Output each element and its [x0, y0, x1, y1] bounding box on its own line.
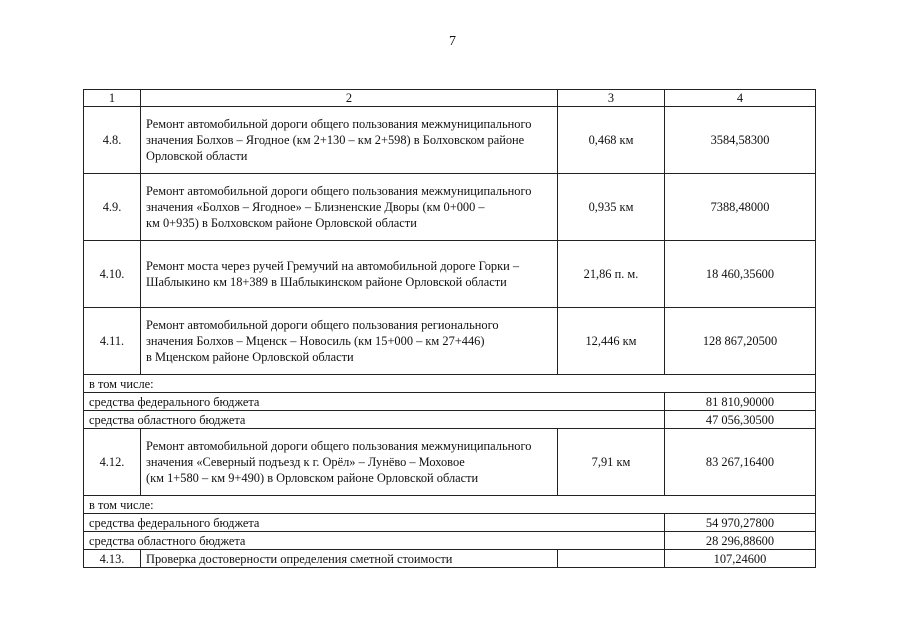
breakdown-label: в том числе: [84, 496, 816, 514]
table-row [84, 496, 816, 514]
federal-budget-label: средства федерального бюджета [84, 514, 665, 532]
desc-line: Ремонт автомобильной дороги общего пользования регионального [146, 318, 499, 332]
table-row [84, 375, 816, 393]
desc-line: в Мценском районе Орловской области [146, 350, 354, 364]
desc-line: Ремонт моста через ручей Гремучий на автомобильной дороге Горки – [146, 259, 520, 273]
desc-line: км 0+935) в Болховском районе Орловской области [146, 216, 417, 230]
item-number: 4.11. [84, 308, 141, 375]
desc-line: Шаблыкино км 18+389 в Шаблыкинском районе Орловской области [146, 275, 507, 289]
item-number: 4.10. [84, 241, 141, 308]
item-description: Проверка достоверности определения сметной стоимости [141, 550, 558, 568]
desc-line: значения «Северный подъезд к г. Орёл» – Лунёво – Моховое [146, 455, 465, 469]
item-description [141, 429, 558, 496]
item-description [141, 241, 558, 308]
table-row [84, 107, 816, 174]
item-description [141, 308, 558, 375]
table-row [84, 429, 816, 496]
item-quantity: 12,446 км [558, 308, 665, 375]
desc-line: Ремонт автомобильной дороги общего пользования межмуниципального [146, 117, 532, 131]
item-quantity: 0,468 км [558, 107, 665, 174]
table-row [84, 550, 816, 568]
header-col-1: 1 [84, 90, 141, 107]
regional-budget-label: средства областного бюджета [84, 532, 665, 550]
item-quantity [558, 550, 665, 568]
item-description [141, 174, 558, 241]
item-number: 4.12. [84, 429, 141, 496]
federal-budget-label: средства федерального бюджета [84, 393, 665, 411]
desc-line: Ремонт автомобильной дороги общего пользования межмуниципального [146, 184, 532, 198]
table-row [84, 411, 816, 429]
header-col-2: 2 [141, 90, 558, 107]
item-sum: 7388,48000 [665, 174, 816, 241]
desc-line: значения «Болхов – Ягодное» – Близненские Дворы (км 0+000 – [146, 200, 485, 214]
desc-line: Ремонт автомобильной дороги общего пользования межмуниципального [146, 439, 532, 453]
federal-budget-sum: 54 970,27800 [665, 514, 816, 532]
item-sum: 18 460,35600 [665, 241, 816, 308]
item-number: 4.9. [84, 174, 141, 241]
header-col-4: 4 [665, 90, 816, 107]
item-quantity: 21,86 п. м. [558, 241, 665, 308]
desc-line: значения Болхов – Ягодное (км 2+130 – км 2+598) в Болховском районе [146, 133, 525, 147]
regional-budget-sum: 47 056,30500 [665, 411, 816, 429]
item-sum: 107,24600 [665, 550, 816, 568]
header-col-3: 3 [558, 90, 665, 107]
desc-line: Орловской области [146, 149, 248, 163]
item-quantity: 0,935 км [558, 174, 665, 241]
regional-budget-sum: 28 296,88600 [665, 532, 816, 550]
table-header-row [84, 90, 816, 107]
desc-line: значения Болхов – Мценск – Новосиль (км 15+000 – км 27+446) [146, 334, 485, 348]
table-row [84, 174, 816, 241]
item-sum: 3584,58300 [665, 107, 816, 174]
table-row [84, 532, 816, 550]
desc-line: (км 1+580 – км 9+490) в Орловском районе Орловской области [146, 471, 479, 485]
regional-budget-label: средства областного бюджета [84, 411, 665, 429]
table-row [84, 393, 816, 411]
item-sum: 128 867,20500 [665, 308, 816, 375]
item-sum: 83 267,16400 [665, 429, 816, 496]
table-row [84, 241, 816, 308]
federal-budget-sum: 81 810,90000 [665, 393, 816, 411]
item-quantity: 7,91 км [558, 429, 665, 496]
table-row [84, 308, 816, 375]
table-row [84, 514, 816, 532]
breakdown-label: в том числе: [84, 375, 816, 393]
item-number: 4.8. [84, 107, 141, 174]
budget-table [83, 89, 816, 568]
page-number: 7 [449, 34, 456, 49]
item-description [141, 107, 558, 174]
item-number: 4.13. [84, 550, 141, 568]
